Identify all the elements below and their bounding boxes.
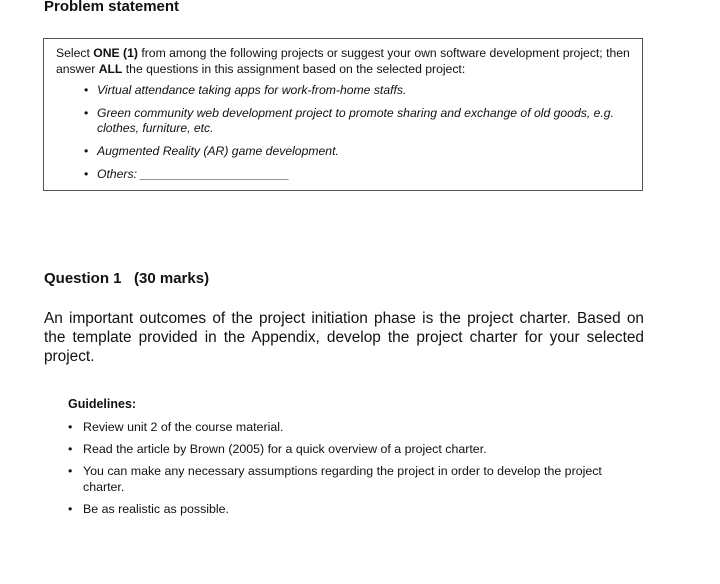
question-1-title: Question 1 (30 marks) bbox=[44, 270, 210, 287]
guidelines-list bbox=[67, 419, 645, 523]
guideline-item: • Read the article by Brown (2005) for a quick overview of a project charter. bbox=[67, 441, 645, 457]
guidelines-heading: Guidelines: bbox=[68, 397, 137, 411]
problem-statement-heading: Problem statement bbox=[44, 0, 180, 15]
project-option-ar-game: • Augmented Reality (AR) game development. bbox=[56, 144, 630, 159]
project-options-list bbox=[56, 83, 630, 182]
project-option-attendance-app: • Virtual attendance taking apps for work-from-home staffs. bbox=[56, 83, 630, 98]
project-options-box bbox=[43, 38, 643, 191]
guideline-item: • Review unit 2 of the course material. bbox=[67, 419, 645, 435]
guideline-item: • You can make any necessary assumptions regarding the project in order to develop the project charter. bbox=[67, 463, 645, 495]
project-selection-instructions: Select ONE (1) from among the following projects or suggest your own software development project; then answer ALL the questions in this assignment based on the selected project: bbox=[56, 46, 630, 76]
project-option-others: • Others: ______________________ bbox=[56, 167, 630, 182]
project-option-green-community: • Green community web development project to promote sharing and exchange of old goods, e.g. clothes, furniture, etc. bbox=[56, 106, 630, 136]
guideline-item: • Be as realistic as possible. bbox=[67, 501, 645, 517]
question-1-body: An important outcomes of the project initiation phase is the project charter. Based on the template provided in the Appendix, develop the project charter for your selected project. bbox=[44, 310, 644, 365]
